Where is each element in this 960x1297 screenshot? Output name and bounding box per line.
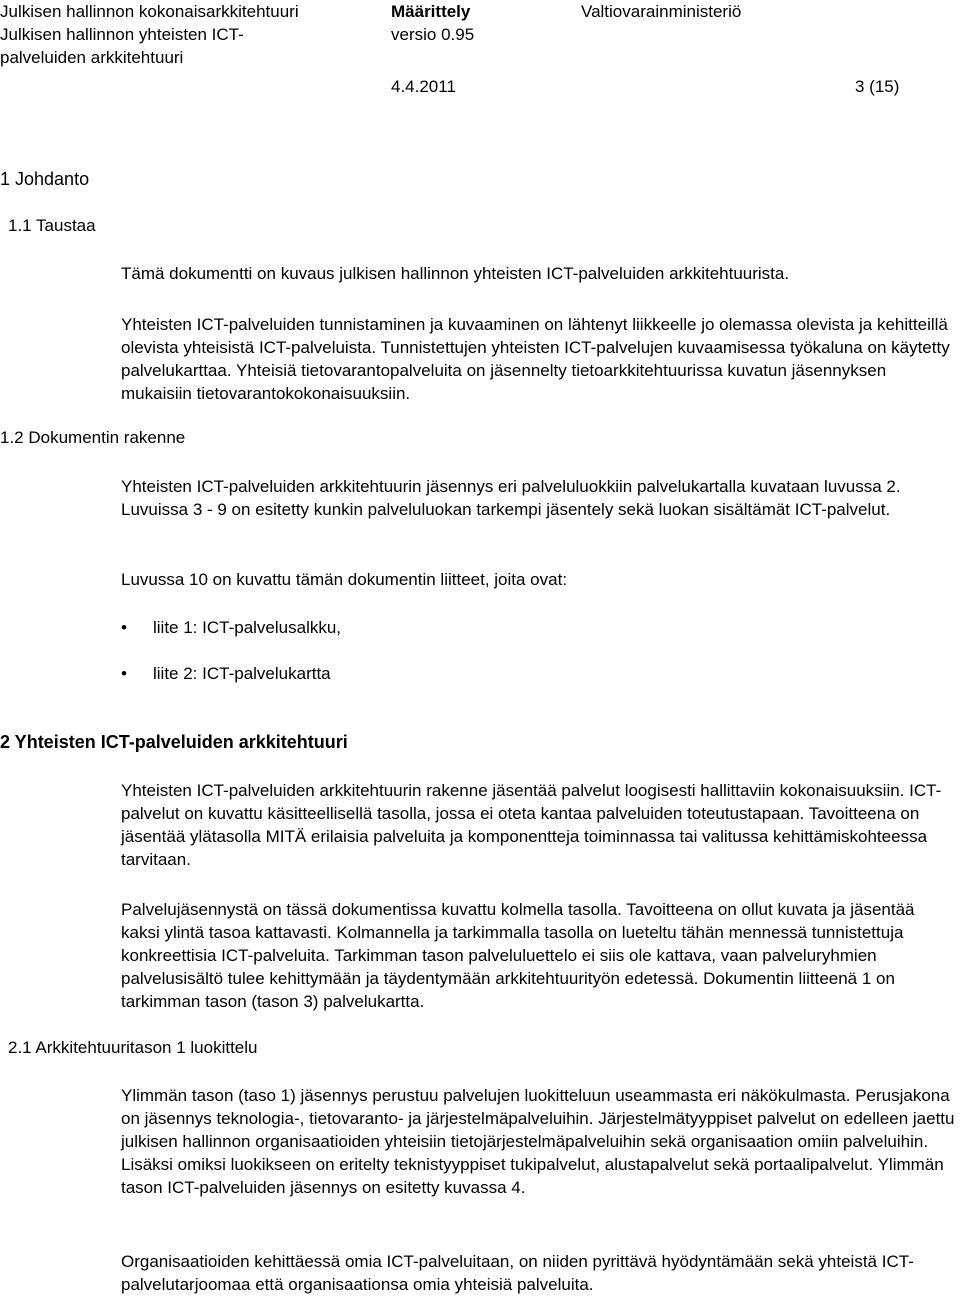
paragraph-background [121,313,955,405]
document-header-status [391,0,474,46]
header-date: 4.4.2011 [391,77,456,96]
paragraph-text: Yhteisten ICT-palveluiden arkkitehtuurin rakenne jäsentää palvelut loogisesti hallittaviin kokonaisuuksiin. ICT-palvelut on kuvattu käsitteellisellä tasolla, jossa ei oteta kantaa palveluiden toteutustapaan. Tavoitteena on jäsentää ylätasolla MITÄ erilaisia palveluita ja komponentteja toiminnassa tai valitussa kehittämiskohteessa tarvitaan. [121,781,942,869]
paragraph-text: Tämä dokumentti on kuvaus julkisen hallinnon yhteisten ICT-palveluiden arkkitehtuurista. [121,264,790,283]
paragraph-organizations [121,1250,955,1296]
heading-taustaa: 1.1 Taustaa [8,216,96,235]
list-item: • liite 2: ICT-palvelukartta [121,662,955,685]
document-header-title [0,0,299,69]
paragraph-text: Yhteisten ICT-palveluiden arkkitehtuurin jäsennys eri palveluluokkiin palvelukartalla kuvataan luvussa 2. Luvuissa 3 - 9 on esitetty kunkin palveluluokan tarkempi jäsentely sekä luokan sisältämät ICT-palvelut. [121,477,901,519]
paragraph-text: Ylimmän tason (taso 1) jäsennys perustuu palvelujen luokitteluun useammasta eri näkökulmasta. Perusjakona on jäsennys teknologia-, tietovaranto- ja järjestelmäpalveluihin. Järjestelmätyyppiset palvelut on edelleen jaettu julkisen hallinnon organisaatioiden yhteisiin tietojärjestelmäpalveluihin sekä organisaation omiin palveluihin. Lisäksi omiksi luokikseen on eritelty teknistyyppiset tukipalvelut, alustapalvelut sekä portaalipalvelut. Ylimmän tason ICT-palveluiden jäsennys on esitetty kuvassa 4. [121,1086,955,1197]
paragraph-text: Palvelujäsennystä on tässä dokumentissa kuvattu kolmella tasolla. Tavoitteena on ollut kuvata ja jäsentää kaksi ylintä tasoa kattavasti. Kolmannella ja tarkimmalla tasolla on lueteltu tähän mennessä tunnistettuja konkreettisia ICT-palveluita. Tarkimman tason palveluluettelo ei siis ole kattava, vaan palveluryhmien palvelusisältö tulee kehittymään ja täydentymään arkkitehtuurityön edetessä. Dokumentin liitteenä 1 on tarkimman tason (tason 3) palvelukartta. [121,900,915,1011]
paragraph-attachments-intro [121,568,955,591]
paragraph-text: Yhteisten ICT-palveluiden tunnistaminen ja kuvaaminen on lähtenyt liikkeelle jo olemassa olevista ja kehitteillä olevista yhteisistä ICT-palveluista. Tunnistettujen yhteisten ICT-palvelujen kuvaamisessa työkaluna on käytetty palvelukarttaa. Yhteisiä tietovarantopalveluita on jäsennelty tietoarkkitehtuurissa kuvatun jäsennyksen mukaisiin tietovarantokokonaisuuksiin. [121,315,950,403]
header-title-line2: Julkisen hallinnon yhteisten ICT- [0,25,244,44]
heading-dokumentin-rakenne: 1.2 Dokumentin rakenne [0,428,186,447]
header-page-number: 3 (15) [855,77,900,96]
heading-yhteisten-ict: 2 Yhteisten ICT-palveluiden arkkitehtuuri [0,732,348,752]
heading-johdanto: 1 Johdanto [0,169,90,189]
paragraph-architecture [121,779,955,871]
paragraph-text: Luvussa 10 on kuvattu tämän dokumentin liitteet, joita ovat: [121,570,568,589]
header-title-line1: Julkisen hallinnon kokonaisarkkitehtuuri [0,2,299,21]
header-version: versio 0.95 [391,25,475,44]
paragraph-level-1 [121,1084,955,1199]
header-status: Määrittely [391,2,471,21]
header-organization: Valtiovarainministeriö [581,2,742,21]
paragraph-structure [121,475,955,521]
attachment-list [121,616,955,685]
heading-arkkitehtuuritaso-1: 2.1 Arkkitehtuuritason 1 luokittelu [8,1038,258,1057]
header-title-line3: palveluiden arkkitehtuuri [0,48,184,67]
paragraph-text: Organisaatioiden kehittäessä omia ICT-palveluitaan, on niiden pyrittävä hyödyntämään sekä yhteistä ICT-palvelutarjoomaa että organisaationsa omia yhteisiä palveluita. [121,1252,914,1294]
list-item: • liite 1: ICT-palvelusalkku, [121,616,955,639]
paragraph-levels [121,898,955,1013]
paragraph-intro [121,262,955,285]
